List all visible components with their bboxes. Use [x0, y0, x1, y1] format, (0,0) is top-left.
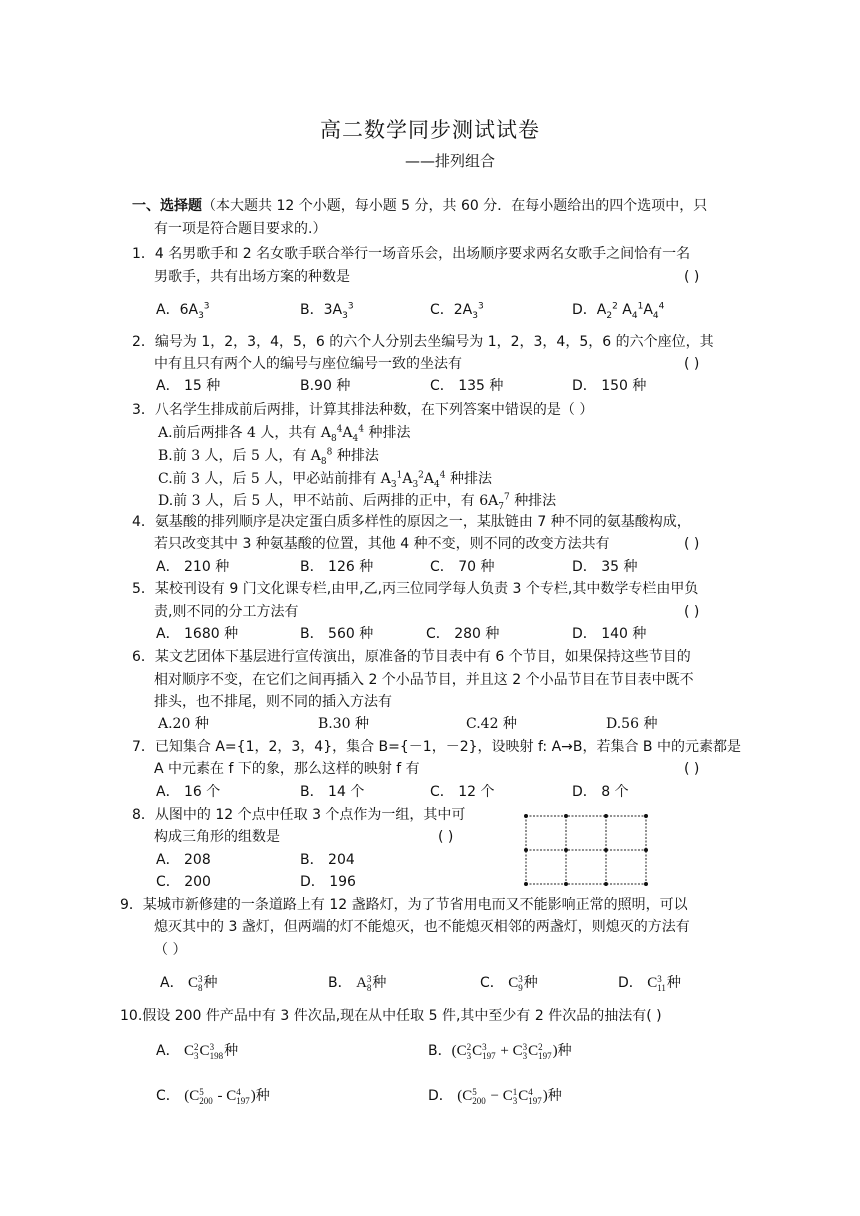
q6-line3: 排头，也不排尾，则不同的插入方法有	[154, 694, 392, 710]
q9-line3: （ ）	[154, 942, 187, 958]
q1-option-a: A．$6A_3^3$	[156, 301, 210, 321]
q2-line2: 中有且只有两个人的编号与座位编号一致的坐法有	[154, 356, 462, 372]
q5-option-b: B． 560 种	[300, 626, 374, 642]
section-note-cont: 有一项是符合题目要求的.）	[154, 221, 327, 237]
q1-line2: 男歌手，共有出场方案的种数是	[154, 269, 350, 285]
q9-line1: 9．某城市新修建的一条道路上有 12 盏路灯，为了节省用电而又不能影响正常的照明，可以	[120, 897, 688, 913]
q10-option-d: D． (C 5 200 − C 1 3 C 4 197 )种	[428, 1086, 562, 1106]
q9-option-a: A． C 3 8 种	[160, 973, 218, 993]
q3-option-d: D.前 3 人，后 5 人，甲不站前、后两排的正中，有 $6A_7^7$ 种排法	[158, 492, 557, 512]
q7-option-a: A． 16 个	[156, 784, 221, 800]
q5-line2: 责,则不同的分工方法有	[154, 604, 299, 620]
q1-answer-blank: ( )	[684, 269, 700, 285]
q2-answer-blank: ( )	[684, 356, 700, 372]
q4-answer-blank: ( )	[684, 536, 700, 552]
q4-option-d: D． 35 种	[572, 559, 638, 575]
q9-option-c: C． C 3 9 种	[480, 973, 538, 993]
page-subtitle: ——排列组合	[404, 152, 495, 170]
q5-option-d: D． 140 种	[572, 626, 647, 642]
q10-option-a: A． C 2 3 C 3 198 种	[156, 1041, 239, 1061]
q6-option-a: A.20 种	[158, 716, 209, 732]
q5-option-c: C． 280 种	[426, 626, 500, 642]
q7-line2: A 中元素在 f 下的象，那么这样的映射 f 有	[154, 761, 420, 777]
q5-answer-blank: ( )	[684, 604, 700, 620]
section-heading: 一、选择题	[132, 198, 202, 214]
page-title: 高二数学同步测试试卷	[320, 118, 540, 142]
q7-option-d: D． 8 个	[572, 784, 629, 800]
q7-option-c: C． 12 个	[430, 784, 495, 800]
q5-option-a: A． 1680 种	[156, 626, 239, 642]
q1-line1: 1．4 名男歌手和 2 名女歌手联合举行一场音乐会，出场顺序要求两名女歌手之间恰有一名	[132, 246, 691, 262]
q3-option-c: C.前 3 人，后 5 人，甲必站前排有 $A_3^1A_3^2A_4^4$ 种排法	[158, 470, 492, 490]
q10-option-b: B．(C 2 3 C 3 197 + C 3 3 C 2 197 )种	[428, 1041, 572, 1061]
q1-option-d: D．$A_2^2$ $A_4^1A_4^4$	[572, 301, 665, 321]
q8-option-d: D． 196	[300, 874, 356, 890]
q2-option-a: A． 15 种	[156, 378, 221, 394]
q10-option-c: C． (C 5 200 - C 4 197 )种	[156, 1086, 270, 1106]
q3-line1: 3．八名学生排成前后两排，计算其排法种数，在下列答案中错误的是（ ）	[132, 402, 594, 418]
q8-option-b: B． 204	[300, 852, 355, 868]
q7-line1: 7．已知集合 A={1，2，3，4}，集合 B={－1，－2}，设映射 f: A→B，若集合 B 中的元素都是	[132, 739, 741, 755]
q4-option-a: A． 210 种	[156, 559, 230, 575]
q2-option-c: C． 135 种	[430, 378, 504, 394]
q3-option-b: B.前 3 人，后 5 人，有 $A_8^8$ 种排法	[158, 447, 379, 467]
q8-line2: 构成三角形的组数是	[154, 829, 280, 845]
q4-option-c: C． 70 种	[430, 559, 495, 575]
q9-line2: 熄灭其中的 3 盏灯，但两端的灯不能熄灭，也不能熄灭相邻的两盏灯，则熄灭的方法有	[154, 919, 690, 935]
q3-option-a: A.前后两排各 4 人，共有 $A_8^4A_4^4$ 种排法	[158, 424, 411, 444]
q8-answer-blank: ( )	[438, 829, 454, 845]
section-heading-line	[132, 196, 707, 216]
q6-option-b: B.30 种	[318, 716, 370, 732]
q8-option-c: C． 200	[156, 874, 211, 890]
q9-option-b: B． A 3 8 种	[328, 973, 387, 993]
q8-dot-grid-figure	[522, 812, 650, 888]
q2-option-d: D． 150 种	[572, 378, 647, 394]
q4-line2: 若只改变其中 3 种氨基酸的位置，其他 4 种不变，则不同的改变方法共有	[154, 536, 610, 552]
q7-option-b: B． 14 个	[300, 784, 365, 800]
q4-option-b: B． 126 种	[300, 559, 374, 575]
q7-answer-blank: ( )	[684, 761, 700, 777]
q6-line1: 6．某文艺团体下基层进行宣传演出，原准备的节目表中有 6 个节目，如果保持这些节目的	[132, 649, 691, 665]
q2-option-b: B.90 种	[300, 378, 351, 394]
q1-option-c: C．$2A_3^3$	[430, 301, 484, 321]
q9-option-d: D． C 3 11 种	[618, 973, 681, 993]
q2-line1: 2．编号为 1，2，3，4，5，6 的六个人分别去坐编号为 1，2，3，4，5，6 的六个座位，其	[132, 334, 714, 350]
q1-option-b: B．$3A_3^3$	[300, 301, 354, 321]
q8-line1: 8．从图中的 12 个点中任取 3 个点作为一组，其中可	[132, 807, 466, 823]
q4-line1: 4．氨基酸的排列顺序是决定蛋白质多样性的原因之一，某肽链由 7 种不同的氨基酸构成，	[132, 514, 691, 530]
q10-line1: 10.假设 200 件产品中有 3 件次品,现在从中任取 5 件,其中至少有 2 件次品的抽法有( )	[120, 1008, 662, 1024]
q5-line1: 5．某校刊设有 9 门文化课专栏,由甲,乙,丙三位同学每人负责 3 个专栏,其中数学专栏由甲负	[132, 581, 699, 597]
q6-option-c: C.42 种	[466, 716, 517, 732]
section-note: （本大题共 12 个小题，每小题 5 分，共 60 分．在每小题给出的四个选项中，只	[202, 198, 708, 214]
q6-option-d: D.56 种	[606, 716, 658, 732]
q8-option-a: A． 208	[156, 852, 211, 868]
q6-line2: 相对顺序不变，在它们之间再插入 2 个小品节目，并且这 2 个小品节目在节目表中既不	[154, 672, 694, 688]
